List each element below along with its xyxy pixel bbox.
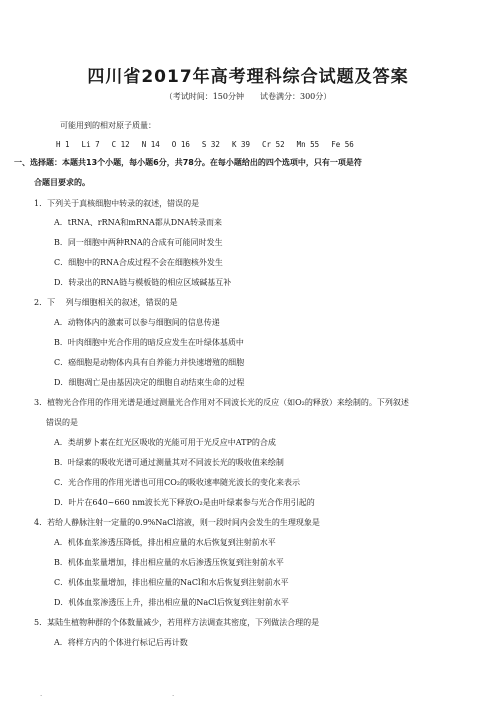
option-c: C．机体血浆量增加，排出相应量的NaCl和水后恢复到注射前水平 [54, 578, 289, 587]
atomic-mass-label: 可能用到的相对原子质量： [60, 121, 156, 130]
option-d: D．机体血浆渗透压上升，排出相应量的NaCl后恢复到注射前水平 [54, 598, 289, 607]
question-stem: 3．植物光合作用的作用光谱是通过测量光合作用对不同波长光的反应（如O₂的释放）来绘制的。下列叙述 [34, 398, 409, 407]
question-stem: 4．若给人静脉注射一定量的0.9%NaCl溶液，则一段时间内会发生的生理现象是 [34, 518, 320, 527]
option-b: B．同一细胞中两种RNA的合成有可能同时发生 [54, 238, 223, 247]
question-stem: 2．下 列与细胞相关的叙述，错误的是 [34, 298, 178, 307]
exam-info: （考试时间：150分钟 试卷满分：300分） [164, 92, 332, 101]
option-c: C．光合作用的作用光谱也可用CO₂的吸收速率随光波长的变化来表示 [54, 478, 301, 487]
section-heading: 一、选择题：本题共13个小题，每小题6分，共78分。在每小题给出的四个选项中，只有一项是符 [14, 158, 362, 167]
option-b: B．叶肉细胞中光合作用的暗反应发生在叶绿体基质中 [54, 338, 244, 347]
footer-mark-right: . [172, 690, 175, 698]
question-stem-cont: 错误的是 [46, 418, 78, 427]
section-heading-cont: 合题目要求的。 [34, 178, 90, 187]
option-c: C．细胞中的RNA合成过程不会在细胞核外发生 [54, 258, 223, 267]
option-d: D．叶片在640~660 nm波长光下释放O₂是由叶绿素参与光合作用引起的 [54, 498, 315, 507]
option-a: A．类胡萝卜素在红光区吸收的光能可用于光反应中ATP的合成 [54, 438, 276, 447]
option-a: A．动物体内的激素可以参与细胞间的信息传递 [54, 318, 220, 327]
option-a: A．机体血浆渗透压降低，排出相应量的水后恢复到注射前水平 [54, 538, 276, 547]
question-stem: 5．某陆生植物种群的个体数量减少，若用样方法调查其密度，下列做法合理的是 [34, 618, 320, 627]
option-a: A．tRNA、rRNA和mRNA都从DNA转录而来 [54, 218, 222, 227]
option-d: D．细胞凋亡是由基因决定的细胞自动结束生命的过程 [54, 378, 245, 387]
footer-mark-left: . [40, 690, 43, 698]
option-b: B．叶绿素的吸收光谱可通过测量其对不同波长光的吸收值来绘制 [54, 458, 284, 467]
option-a: A．将样方内的个体进行标记后再计数 [54, 638, 188, 647]
option-b: B．机体血浆量增加，排出相应量的水后渗透压恢复到注射前水平 [54, 558, 284, 567]
question-stem: 1．下列关于真核细胞中转录的叙述，错误的是 [34, 199, 200, 208]
option-c: C．癌细胞是动物体内具有自养能力并快速增殖的细胞 [54, 358, 245, 367]
option-d: D．转录出的RNA链与模板链的相应区域碱基互补 [54, 278, 232, 287]
page-title: 四川省2017年高考理科综合试题及答案 [87, 67, 409, 87]
atomic-mass-values: H 1 Li 7 C 12 N 14 O 16 S 32 K 39 Cr 52 Mn 55 Fe 56 [56, 140, 354, 149]
